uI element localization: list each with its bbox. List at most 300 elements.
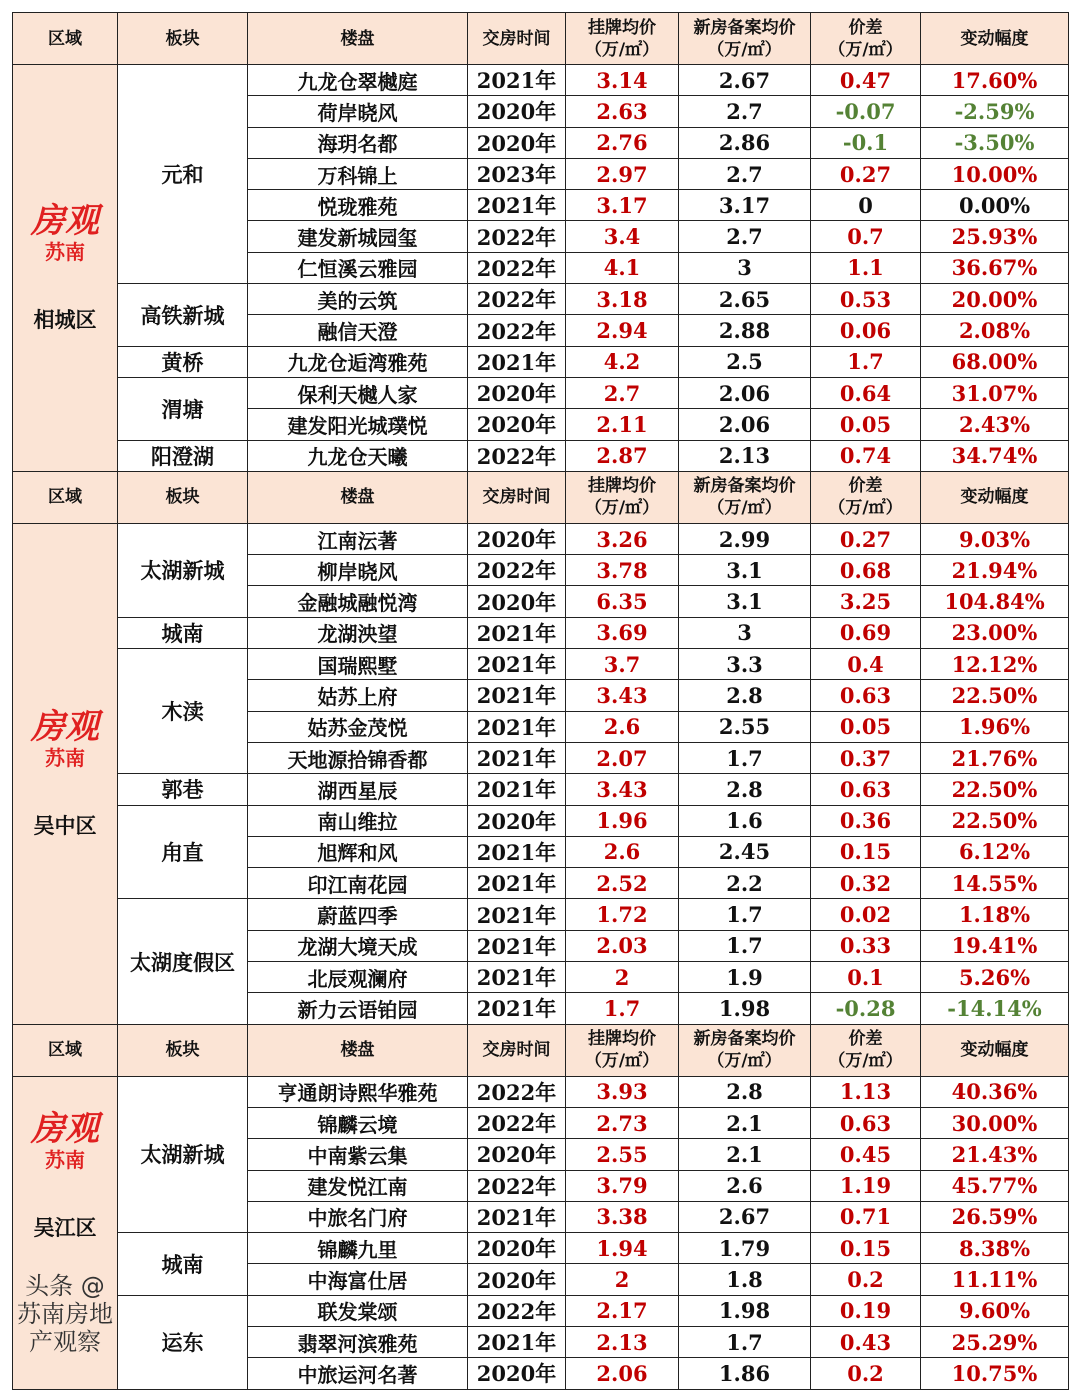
change-rate: 23.00% — [921, 617, 1069, 648]
change-rate: 0.00% — [921, 190, 1069, 221]
project-name: 建发新城园玺 — [248, 221, 468, 252]
listing-price: 1.72 — [566, 899, 679, 930]
delivery-time: 2020年 — [468, 1139, 566, 1170]
delivery-time: 2020年 — [468, 586, 566, 617]
listing-price: 2.87 — [566, 440, 679, 471]
delivery-time: 2021年 — [468, 1201, 566, 1232]
delivery-time: 2020年 — [468, 1358, 566, 1389]
change-rate: 10.00% — [921, 158, 1069, 189]
new-price: 2.8 — [679, 774, 811, 805]
new-price: 1.7 — [679, 899, 811, 930]
change-rate: 1.18% — [921, 899, 1069, 930]
project-name: 仁恒溪云雅园 — [248, 252, 468, 283]
district-name: 吴江区 — [33, 1215, 97, 1240]
project-name: 旭辉和风 — [248, 836, 468, 867]
change-rate: 22.50% — [921, 774, 1069, 805]
header-block-label: 板块 — [165, 487, 200, 508]
price-diff: 0.63 — [811, 680, 921, 711]
project-name: 荷岸晓风 — [248, 96, 468, 127]
price-diff: 0.4 — [811, 649, 921, 680]
header-price-diff — [811, 1024, 921, 1076]
new-price: 2.65 — [679, 284, 811, 315]
listing-price: 2.55 — [566, 1139, 679, 1170]
project-name: 建发阳光城璞悦 — [248, 409, 468, 440]
watermark-sub: 苏南 — [45, 745, 85, 770]
project-name: 锦麟九里 — [248, 1233, 468, 1264]
change-rate: 25.29% — [921, 1326, 1069, 1357]
listing-price: 3.26 — [566, 523, 679, 554]
price-diff: 0.63 — [811, 1107, 921, 1138]
listing-price: 4.2 — [566, 346, 679, 377]
change-rate: 31.07% — [921, 377, 1069, 408]
project-name: 新力云语铂园 — [248, 993, 468, 1024]
watermark-sub: 苏南 — [45, 1147, 85, 1172]
change-rate: 14.55% — [921, 868, 1069, 899]
header-block — [118, 13, 248, 65]
header-project — [248, 471, 468, 523]
block-cell: 甪直 — [118, 805, 248, 899]
header-listing-price-label: 挂牌均价 — [588, 1029, 656, 1050]
new-price: 2.86 — [679, 127, 811, 158]
price-diff: -0.07 — [811, 96, 921, 127]
listing-price: 2 — [566, 1264, 679, 1295]
new-price: 3.3 — [679, 649, 811, 680]
block-cell: 阳澄湖 — [118, 440, 248, 471]
delivery-time: 2022年 — [468, 1107, 566, 1138]
change-rate: 9.60% — [921, 1295, 1069, 1326]
change-rate: 26.59% — [921, 1201, 1069, 1232]
district-name: 相城区 — [33, 307, 97, 332]
header-listing-price-unit: （万/㎡） — [584, 39, 660, 60]
change-rate: 21.94% — [921, 555, 1069, 586]
table-row — [13, 649, 1069, 680]
listing-price: 3.4 — [566, 221, 679, 252]
new-price: 1.8 — [679, 1264, 811, 1295]
header-block — [118, 1024, 248, 1076]
table-row — [13, 1233, 1069, 1264]
price-diff: 0.15 — [811, 836, 921, 867]
district-cell — [13, 1076, 118, 1389]
new-price: 2.45 — [679, 836, 811, 867]
change-rate: 21.76% — [921, 742, 1069, 773]
change-rate: 34.74% — [921, 440, 1069, 471]
table-row — [13, 65, 1069, 96]
project-name: 悦珑雅苑 — [248, 190, 468, 221]
price-diff: 3.25 — [811, 586, 921, 617]
project-name: 保利天樾人家 — [248, 377, 468, 408]
new-price: 1.98 — [679, 1295, 811, 1326]
listing-price: 1.96 — [566, 805, 679, 836]
change-rate: 22.50% — [921, 680, 1069, 711]
listing-price: 3.78 — [566, 555, 679, 586]
header-change-rate — [921, 1024, 1069, 1076]
listing-price: 2.73 — [566, 1107, 679, 1138]
price-diff: 0.7 — [811, 221, 921, 252]
watermark-sub: 苏南 — [45, 239, 85, 264]
header-row — [13, 471, 1069, 523]
listing-price: 2.7 — [566, 377, 679, 408]
project-name: 姑苏金茂悦 — [248, 711, 468, 742]
delivery-time: 2021年 — [468, 868, 566, 899]
change-rate: -2.59% — [921, 96, 1069, 127]
header-price-diff-label: 价差 — [848, 17, 883, 38]
header-new-price-unit: （万/㎡） — [707, 498, 782, 519]
change-rate: 104.84% — [921, 586, 1069, 617]
header-listing-price-unit: （万/㎡） — [584, 1051, 660, 1072]
listing-price: 3.17 — [566, 190, 679, 221]
price-diff: 0.05 — [811, 409, 921, 440]
new-price: 3.1 — [679, 555, 811, 586]
table-row — [13, 899, 1069, 930]
price-diff: 0.47 — [811, 65, 921, 96]
change-rate: 2.08% — [921, 315, 1069, 346]
change-rate: 22.50% — [921, 805, 1069, 836]
delivery-time: 2021年 — [468, 190, 566, 221]
header-new-price — [679, 1024, 811, 1076]
project-name: 亨通朗诗熙华雅苑 — [248, 1076, 468, 1107]
block-cell: 高铁新城 — [118, 284, 248, 347]
header-delivery-time — [468, 1024, 566, 1076]
new-price: 1.7 — [679, 742, 811, 773]
header-listing-price — [566, 13, 679, 65]
table-row — [13, 377, 1069, 408]
price-diff: 0.69 — [811, 617, 921, 648]
header-price-diff-unit: （万/㎡） — [828, 498, 903, 519]
change-rate: 68.00% — [921, 346, 1069, 377]
header-row — [13, 13, 1069, 65]
project-name: 海玥名都 — [248, 127, 468, 158]
header-delivery-time-label: 交房时间 — [482, 1040, 551, 1061]
change-rate: 2.43% — [921, 409, 1069, 440]
delivery-time: 2020年 — [468, 523, 566, 554]
delivery-time: 2023年 — [468, 158, 566, 189]
price-diff: 0.1 — [811, 962, 921, 993]
price-diff: 0.06 — [811, 315, 921, 346]
watermark — [13, 202, 117, 264]
new-price: 2.7 — [679, 96, 811, 127]
header-new-price — [679, 13, 811, 65]
new-price: 1.7 — [679, 1326, 811, 1357]
project-name: 九龙仓翠樾庭 — [248, 65, 468, 96]
new-price: 1.6 — [679, 805, 811, 836]
header-block-label: 板块 — [165, 1040, 200, 1061]
listing-price: 3.18 — [566, 284, 679, 315]
delivery-time: 2021年 — [468, 930, 566, 961]
listing-price: 3.79 — [566, 1170, 679, 1201]
project-name: 柳岸晓风 — [248, 555, 468, 586]
change-rate: 9.03% — [921, 523, 1069, 554]
header-listing-price — [566, 1024, 679, 1076]
change-rate: 8.38% — [921, 1233, 1069, 1264]
listing-price: 2.03 — [566, 930, 679, 961]
delivery-time: 2021年 — [468, 649, 566, 680]
header-new-price-unit: （万/㎡） — [707, 39, 782, 60]
watermark — [13, 1110, 117, 1172]
new-price: 1.9 — [679, 962, 811, 993]
header-change-rate — [921, 471, 1069, 523]
listing-price: 2.17 — [566, 1295, 679, 1326]
delivery-time: 2022年 — [468, 315, 566, 346]
header-row — [13, 1024, 1069, 1076]
table-row — [13, 617, 1069, 648]
new-price: 3.17 — [679, 190, 811, 221]
change-rate: 10.75% — [921, 1358, 1069, 1389]
change-rate: 12.12% — [921, 649, 1069, 680]
header-new-price-unit: （万/㎡） — [707, 1051, 782, 1072]
listing-price: 3.7 — [566, 649, 679, 680]
delivery-time: 2021年 — [468, 836, 566, 867]
project-name: 北辰观澜府 — [248, 962, 468, 993]
change-rate: 19.41% — [921, 930, 1069, 961]
header-listing-price — [566, 471, 679, 523]
price-comparison-table — [12, 12, 1069, 1390]
change-rate: 5.26% — [921, 962, 1069, 993]
project-name: 蔚蓝四季 — [248, 899, 468, 930]
project-name: 中南紫云集 — [248, 1139, 468, 1170]
new-price: 2.99 — [679, 523, 811, 554]
delivery-time: 2021年 — [468, 346, 566, 377]
change-rate: -14.14% — [921, 993, 1069, 1024]
price-diff: -0.1 — [811, 127, 921, 158]
price-diff: 0.45 — [811, 1139, 921, 1170]
source-footer: 头条 @苏南房地产观察 — [17, 1271, 113, 1356]
change-rate: 25.93% — [921, 221, 1069, 252]
new-price: 2.7 — [679, 221, 811, 252]
watermark — [13, 708, 117, 770]
table-row — [13, 284, 1069, 315]
listing-price: 2.06 — [566, 1358, 679, 1389]
block-cell: 运东 — [118, 1295, 248, 1389]
header-new-price-label: 新房备案均价 — [693, 1029, 796, 1050]
price-diff: 0.19 — [811, 1295, 921, 1326]
table-row — [13, 805, 1069, 836]
price-diff: 1.1 — [811, 252, 921, 283]
header-price-diff — [811, 13, 921, 65]
header-project-label: 楼盘 — [340, 1040, 375, 1061]
price-diff: 0.2 — [811, 1264, 921, 1295]
project-name: 九龙仓天曦 — [248, 440, 468, 471]
listing-price: 2 — [566, 962, 679, 993]
price-diff: 0.63 — [811, 774, 921, 805]
watermark-logo: 房观 — [31, 1108, 99, 1149]
header-project — [248, 1024, 468, 1076]
new-price: 3 — [679, 252, 811, 283]
header-price-diff-unit: （万/㎡） — [828, 39, 903, 60]
new-price: 2.13 — [679, 440, 811, 471]
listing-price: 2.13 — [566, 1326, 679, 1357]
price-diff: 0.74 — [811, 440, 921, 471]
delivery-time: 2021年 — [468, 774, 566, 805]
listing-price: 1.7 — [566, 993, 679, 1024]
delivery-time: 2021年 — [468, 962, 566, 993]
new-price: 1.98 — [679, 993, 811, 1024]
header-delivery-time-label: 交房时间 — [482, 28, 551, 49]
price-diff: 0.2 — [811, 1358, 921, 1389]
delivery-time: 2021年 — [468, 617, 566, 648]
listing-price: 3.14 — [566, 65, 679, 96]
header-price-diff-unit: （万/㎡） — [828, 1051, 903, 1072]
project-name: 金融城融悦湾 — [248, 586, 468, 617]
change-rate: 17.60% — [921, 65, 1069, 96]
table-row — [13, 1076, 1069, 1107]
delivery-time: 2020年 — [468, 1264, 566, 1295]
new-price: 1.7 — [679, 930, 811, 961]
project-name: 印江南花园 — [248, 868, 468, 899]
project-name: 融信天澄 — [248, 315, 468, 346]
delivery-time: 2021年 — [468, 680, 566, 711]
price-diff: 0.37 — [811, 742, 921, 773]
header-listing-price-label: 挂牌均价 — [588, 17, 656, 38]
district-cell — [13, 65, 118, 472]
price-diff: 0.33 — [811, 930, 921, 961]
delivery-time: 2020年 — [468, 805, 566, 836]
price-diff: 0.15 — [811, 1233, 921, 1264]
header-block-label: 板块 — [165, 28, 200, 49]
delivery-time: 2022年 — [468, 284, 566, 315]
header-price-diff-label: 价差 — [848, 476, 883, 497]
price-diff: 0.27 — [811, 158, 921, 189]
new-price: 2.06 — [679, 377, 811, 408]
header-new-price-label: 新房备案均价 — [693, 17, 796, 38]
project-name: 南山维拉 — [248, 805, 468, 836]
price-diff: 0.02 — [811, 899, 921, 930]
block-cell: 黄桥 — [118, 346, 248, 377]
listing-price: 1.94 — [566, 1233, 679, 1264]
change-rate: 36.67% — [921, 252, 1069, 283]
change-rate: -3.50% — [921, 127, 1069, 158]
header-block — [118, 471, 248, 523]
header-listing-price-label: 挂牌均价 — [588, 476, 656, 497]
project-name: 湖西星辰 — [248, 774, 468, 805]
price-diff: 0.32 — [811, 868, 921, 899]
table-row — [13, 523, 1069, 554]
header-new-price — [679, 471, 811, 523]
project-name: 姑苏上府 — [248, 680, 468, 711]
price-diff: 0.71 — [811, 1201, 921, 1232]
header-change-rate-label: 变动幅度 — [960, 1040, 1029, 1061]
table-row — [13, 440, 1069, 471]
table-row — [13, 1295, 1069, 1326]
price-diff: 1.13 — [811, 1076, 921, 1107]
delivery-time: 2022年 — [468, 1076, 566, 1107]
price-diff: 0.64 — [811, 377, 921, 408]
listing-price: 3.38 — [566, 1201, 679, 1232]
price-diff: -0.28 — [811, 993, 921, 1024]
new-price: 2.1 — [679, 1107, 811, 1138]
project-name: 天地源拾锦香都 — [248, 742, 468, 773]
project-name: 中海富仕居 — [248, 1264, 468, 1295]
project-name: 锦麟云境 — [248, 1107, 468, 1138]
listing-price: 2.6 — [566, 836, 679, 867]
delivery-time: 2020年 — [468, 409, 566, 440]
district-cell — [13, 523, 118, 1024]
project-name: 龙湖泱望 — [248, 617, 468, 648]
project-name: 中旅名门府 — [248, 1201, 468, 1232]
header-listing-price-unit: （万/㎡） — [584, 498, 660, 519]
change-rate: 20.00% — [921, 284, 1069, 315]
project-name: 江南沄著 — [248, 523, 468, 554]
block-cell: 元和 — [118, 65, 248, 284]
block-cell: 渭塘 — [118, 377, 248, 440]
new-price: 2.8 — [679, 1076, 811, 1107]
delivery-time: 2020年 — [468, 127, 566, 158]
delivery-time: 2020年 — [468, 1233, 566, 1264]
header-price-diff — [811, 471, 921, 523]
price-diff: 0.27 — [811, 523, 921, 554]
block-cell: 城南 — [118, 617, 248, 648]
project-name: 万科锦上 — [248, 158, 468, 189]
header-district — [13, 1024, 118, 1076]
delivery-time: 2022年 — [468, 252, 566, 283]
change-rate: 45.77% — [921, 1170, 1069, 1201]
change-rate: 40.36% — [921, 1076, 1069, 1107]
new-price: 2.2 — [679, 868, 811, 899]
listing-price: 2.76 — [566, 127, 679, 158]
listing-price: 3.93 — [566, 1076, 679, 1107]
new-price: 2.6 — [679, 1170, 811, 1201]
new-price: 2.67 — [679, 65, 811, 96]
delivery-time: 2021年 — [468, 65, 566, 96]
header-new-price-label: 新房备案均价 — [693, 476, 796, 497]
delivery-time: 2021年 — [468, 742, 566, 773]
price-diff: 0.68 — [811, 555, 921, 586]
listing-price: 2.11 — [566, 409, 679, 440]
project-name: 联发棠颂 — [248, 1295, 468, 1326]
listing-price: 3.43 — [566, 680, 679, 711]
block-cell: 太湖度假区 — [118, 899, 248, 1024]
change-rate: 1.96% — [921, 711, 1069, 742]
price-diff: 0.36 — [811, 805, 921, 836]
block-cell: 木渎 — [118, 649, 248, 774]
table-row — [13, 346, 1069, 377]
new-price: 2.1 — [679, 1139, 811, 1170]
header-change-rate — [921, 13, 1069, 65]
listing-price: 3.43 — [566, 774, 679, 805]
header-district-label: 区域 — [48, 1040, 82, 1061]
delivery-time: 2022年 — [468, 440, 566, 471]
header-district-label: 区域 — [48, 28, 82, 49]
project-name: 龙湖大境天成 — [248, 930, 468, 961]
new-price: 2.88 — [679, 315, 811, 346]
change-rate: 6.12% — [921, 836, 1069, 867]
delivery-time: 2021年 — [468, 711, 566, 742]
listing-price: 2.52 — [566, 868, 679, 899]
change-rate: 11.11% — [921, 1264, 1069, 1295]
header-project — [248, 13, 468, 65]
delivery-time: 2021年 — [468, 899, 566, 930]
watermark-logo: 房观 — [31, 706, 99, 747]
header-delivery-time-label: 交房时间 — [482, 487, 551, 508]
new-price: 2.5 — [679, 346, 811, 377]
price-diff: 1.19 — [811, 1170, 921, 1201]
project-name: 国瑞熙墅 — [248, 649, 468, 680]
listing-price: 2.07 — [566, 742, 679, 773]
new-price: 2.67 — [679, 1201, 811, 1232]
project-name: 中旅运河名著 — [248, 1358, 468, 1389]
header-district — [13, 13, 118, 65]
delivery-time: 2021年 — [468, 993, 566, 1024]
change-rate: 21.43% — [921, 1139, 1069, 1170]
new-price: 1.79 — [679, 1233, 811, 1264]
block-cell: 太湖新城 — [118, 1076, 248, 1232]
header-district — [13, 471, 118, 523]
project-name: 美的云筑 — [248, 284, 468, 315]
header-price-diff-label: 价差 — [848, 1029, 883, 1050]
listing-price: 4.1 — [566, 252, 679, 283]
delivery-time: 2022年 — [468, 1295, 566, 1326]
block-cell: 城南 — [118, 1233, 248, 1296]
listing-price: 2.97 — [566, 158, 679, 189]
